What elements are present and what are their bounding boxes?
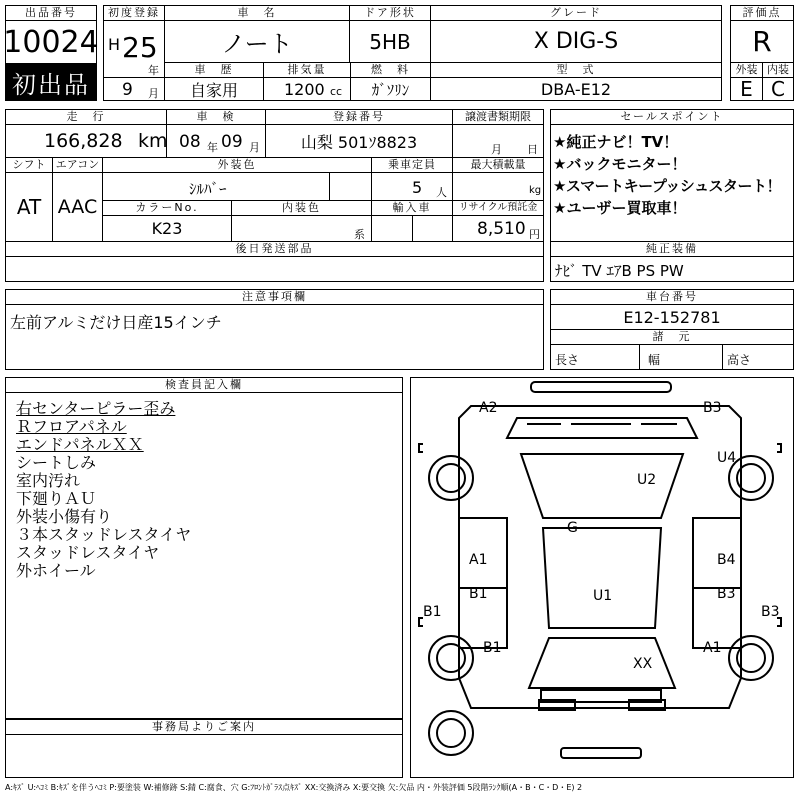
door-label: ドア形状 xyxy=(350,6,430,20)
inspector-label: 検査員記入欄 xyxy=(6,378,402,392)
office-label-cell xyxy=(5,719,403,735)
notes-box xyxy=(5,304,544,370)
equipment-label: 純正装備 xyxy=(551,242,793,256)
mark-u1: U1 xyxy=(593,588,613,604)
lot-label: 出品番号 xyxy=(6,6,96,20)
interior-label-cell xyxy=(762,62,794,78)
first-reg-month-cell xyxy=(103,77,165,101)
capacity-cell xyxy=(371,172,453,201)
model-label: 型 式 xyxy=(431,63,721,77)
ac-label: エアコン xyxy=(53,158,102,172)
inspector-line-1: 右センターピラー歪み xyxy=(16,399,176,418)
selling-point-1: ★純正ナビ！TV！ xyxy=(553,133,679,151)
length-label: 長さ xyxy=(555,353,580,367)
recycle-value: 8,510 xyxy=(477,219,526,239)
history-label: 車 歴 xyxy=(165,63,263,77)
chassis-value: E12-152781 xyxy=(550,304,794,330)
spare-wheel xyxy=(429,711,473,755)
model-label-cell xyxy=(430,62,722,78)
equipment-label-cell xyxy=(550,241,794,257)
inspection-year-unit: 年 xyxy=(207,141,218,154)
int-color-cell xyxy=(231,215,372,242)
reg-year: 25 xyxy=(122,31,158,64)
width-label: 幅 xyxy=(648,353,661,367)
interior-value: C xyxy=(762,77,794,101)
ac-label-cell xyxy=(52,157,103,173)
car-name-label: 車 名 xyxy=(165,6,349,20)
color-no-label: カラーNo. xyxy=(103,201,231,215)
inspection-year: 08 xyxy=(179,132,201,152)
inspection-month-unit: 月 xyxy=(249,141,260,154)
inspector-line-6: 下廻りＡＵ xyxy=(16,489,97,508)
capacity-unit: 人 xyxy=(436,186,447,199)
mark-b1-side: B1 xyxy=(423,604,442,620)
exterior-value: E xyxy=(730,77,763,101)
capacity-value: 5 xyxy=(412,178,423,197)
selling-point-3: ★スマートキープッシュスタート！ xyxy=(553,177,782,195)
import-label-cell xyxy=(371,200,453,216)
height-cell xyxy=(722,344,794,370)
grade-label: グレード xyxy=(431,6,721,20)
int-color-label-cell xyxy=(231,200,372,216)
selling-points-label-cell xyxy=(550,109,794,125)
fuel-label: 燃 料 xyxy=(351,63,430,77)
first-reg-label: 初度登録 xyxy=(104,6,164,20)
history-label-cell xyxy=(164,62,264,78)
car-diagram xyxy=(410,377,794,778)
mileage-label: 走 行 xyxy=(6,110,166,124)
door-value: 5HB xyxy=(349,20,431,63)
mark-b4: B4 xyxy=(717,552,736,568)
first-reg-year-cell xyxy=(103,20,165,78)
mark-u2: U2 xyxy=(637,472,657,488)
wheel-rear-right xyxy=(729,636,773,680)
mark-g: G xyxy=(567,520,578,536)
windshield-shape xyxy=(521,454,683,518)
capacity-label-cell xyxy=(371,157,453,173)
recycle-label-cell xyxy=(452,200,544,216)
ext-color-cell xyxy=(102,172,330,201)
bracket-bottom xyxy=(419,618,781,626)
displacement-unit: cc xyxy=(330,85,343,98)
reg-month: 9 xyxy=(122,80,133,100)
recycle-label: リサイクル預託金 xyxy=(453,201,543,215)
load-label: 最大積載量 xyxy=(453,158,543,172)
mark-b3-top: B3 xyxy=(703,400,722,416)
wheel-rear-left xyxy=(429,636,473,680)
plate-value: 山梨 501ｿ8823 xyxy=(265,124,453,158)
inspector-label-cell xyxy=(5,377,403,393)
inspector-line-8: ３本スタッドレスタイヤ xyxy=(16,525,192,544)
car-diagram-svg xyxy=(411,378,793,777)
inspector-line-10: 外ホイール xyxy=(16,561,96,580)
notes-label: 注意事項欄 xyxy=(6,290,543,304)
ext-color-extra xyxy=(329,172,372,201)
recycle-unit: 円 xyxy=(529,228,540,241)
inspection-label: 車 検 xyxy=(167,110,265,124)
transfer-day-unit: 日 xyxy=(527,143,538,156)
color-no-value: K23 xyxy=(102,215,232,242)
grade-label-cell xyxy=(430,5,722,21)
car-name-label-cell xyxy=(164,5,350,21)
mileage-unit: km xyxy=(138,130,168,152)
mileage-label-cell xyxy=(5,109,167,125)
chassis-label: 車台番号 xyxy=(551,290,793,304)
history-value: 自家用 xyxy=(164,77,264,101)
mark-b1-left-door: B1 xyxy=(469,586,488,602)
hood-shape xyxy=(507,418,697,438)
score-value: R xyxy=(730,20,794,63)
notes-label-cell xyxy=(5,289,544,305)
model-value: DBA-E12 xyxy=(430,77,722,101)
load-unit: kg xyxy=(529,185,542,196)
transfer-label: 譲渡書類期限 xyxy=(453,110,543,124)
office-box xyxy=(5,734,403,778)
grade-value: X DIG-S xyxy=(430,20,722,63)
fuel-label-cell xyxy=(350,62,431,78)
first-reg-label-cell xyxy=(103,5,165,21)
mark-xx: XX xyxy=(633,656,653,672)
wheel-front-left xyxy=(429,456,473,500)
dims-label-cell xyxy=(550,329,794,345)
displacement-label: 排気量 xyxy=(264,63,350,77)
inspector-line-7: 外装小傷有り xyxy=(16,507,113,526)
selling-point-2: ★バックモニター！ xyxy=(553,155,687,173)
ext-color-value: ｼﾙﾊﾞｰ xyxy=(189,180,227,198)
roof-shape xyxy=(543,528,661,628)
rear-window-shape xyxy=(529,638,675,688)
inspector-box xyxy=(5,392,403,719)
score-label: 評価点 xyxy=(731,6,793,20)
load-label-cell xyxy=(452,157,544,173)
inspection-month: 09 xyxy=(221,132,243,152)
rear-plate-shape xyxy=(561,748,641,758)
lot-number: 10024 xyxy=(5,20,97,64)
lot-label-cell xyxy=(5,5,97,21)
reg-year-unit: 年 xyxy=(148,64,159,77)
reg-month-unit: 月 xyxy=(148,87,159,100)
int-color-unit: 系 xyxy=(354,228,365,241)
equipment-cell xyxy=(550,256,794,282)
ac-value: AAC xyxy=(52,172,103,242)
shift-label: シフト xyxy=(6,158,52,172)
displacement-value: 1200 xyxy=(284,80,325,99)
chassis-label-cell xyxy=(550,289,794,305)
inspector-line-3: エンドパネルＸＸ xyxy=(16,435,144,454)
recycle-cell xyxy=(452,215,544,242)
mark-a1-left: A1 xyxy=(469,552,488,568)
legend-text: A:ｷｽﾞ U:ﾍｺﾐ B:ｷｽﾞを伴うﾍｺﾐ P:要塗装 W:補修跡 S:錆 C:腐食、穴 G:ﾌﾛﾝﾄｶﾞﾗｽ点ｷｽﾞ XX:交換済み X:要交換 欠:欠品 内・外装評価 5段階ﾗﾝｸ順(A・B・C・D・E) 2 xyxy=(5,783,583,792)
interior-label: 内装 xyxy=(763,63,793,77)
selling-point-4: ★ユーザー買取車！ xyxy=(553,199,687,217)
transfer-label-cell xyxy=(452,109,544,125)
inspector-line-5: 室内汚れ xyxy=(16,471,81,490)
mark-b3-right-door: B3 xyxy=(717,586,736,602)
inspection-label-cell xyxy=(166,109,266,125)
mark-b1-rear: B1 xyxy=(483,640,502,656)
dims-label: 諸 元 xyxy=(551,330,793,344)
inspector-line-9: スタッドレスタイヤ xyxy=(16,543,160,562)
mark-a1-rear: A1 xyxy=(703,640,722,656)
shift-label-cell xyxy=(5,157,53,173)
equipment-value: ﾅﾋﾞ TV ｴｱB PS PW xyxy=(555,262,684,280)
mileage-cell xyxy=(5,124,167,158)
plate-label: 登録番号 xyxy=(266,110,452,124)
import-cell-left xyxy=(371,215,413,242)
transfer-cell xyxy=(452,124,544,158)
int-color-label: 内装色 xyxy=(232,201,371,215)
capacity-label: 乗車定員 xyxy=(372,158,452,172)
height-label: 高さ xyxy=(727,353,752,367)
office-label: 事務局よりご案内 xyxy=(6,720,402,734)
exterior-label-cell xyxy=(730,62,763,78)
body-outline xyxy=(459,406,741,708)
later-parts-label-cell xyxy=(5,241,544,257)
plate-label-cell xyxy=(265,109,453,125)
length-cell xyxy=(550,344,640,370)
inspector-line-4: シートしみ xyxy=(16,453,97,472)
score-label-cell xyxy=(730,5,794,21)
inspector-line-2: Ｒフロアパネル xyxy=(16,417,127,436)
ext-color-label-cell xyxy=(102,157,372,173)
later-parts-value xyxy=(5,256,544,282)
load-cell xyxy=(452,172,544,201)
import-cell-right xyxy=(412,215,453,242)
ext-color-label: 外装色 xyxy=(103,158,371,172)
color-no-label-cell xyxy=(102,200,232,216)
exterior-label: 外装 xyxy=(731,63,762,77)
mark-u4: U4 xyxy=(717,450,737,466)
era: H xyxy=(108,35,121,54)
notes-value: 左前アルミだけ日産15インチ xyxy=(10,313,222,332)
mileage-value: 166,828 xyxy=(44,130,123,152)
first-listing-badge: 初出品 xyxy=(5,63,97,101)
car-name: ノート xyxy=(164,20,350,63)
inspection-cell xyxy=(166,124,266,158)
mark-a2: A2 xyxy=(479,400,498,416)
selling-points-label: セールスポイント xyxy=(551,110,793,124)
mark-b3-side: B3 xyxy=(761,604,780,620)
door-label-cell xyxy=(349,5,431,21)
transfer-month-unit: 月 xyxy=(491,143,502,156)
displacement-label-cell xyxy=(263,62,351,78)
selling-points-box xyxy=(550,124,794,242)
shift-value: AT xyxy=(5,172,53,242)
displacement-cell xyxy=(263,77,351,101)
later-parts-label: 後日発送部品 xyxy=(6,242,543,256)
fuel-value: ｶﾞｿﾘﾝ xyxy=(350,77,431,101)
width-cell xyxy=(639,344,723,370)
import-label: 輸入車 xyxy=(372,201,452,215)
front-bumper-shape xyxy=(531,382,671,392)
